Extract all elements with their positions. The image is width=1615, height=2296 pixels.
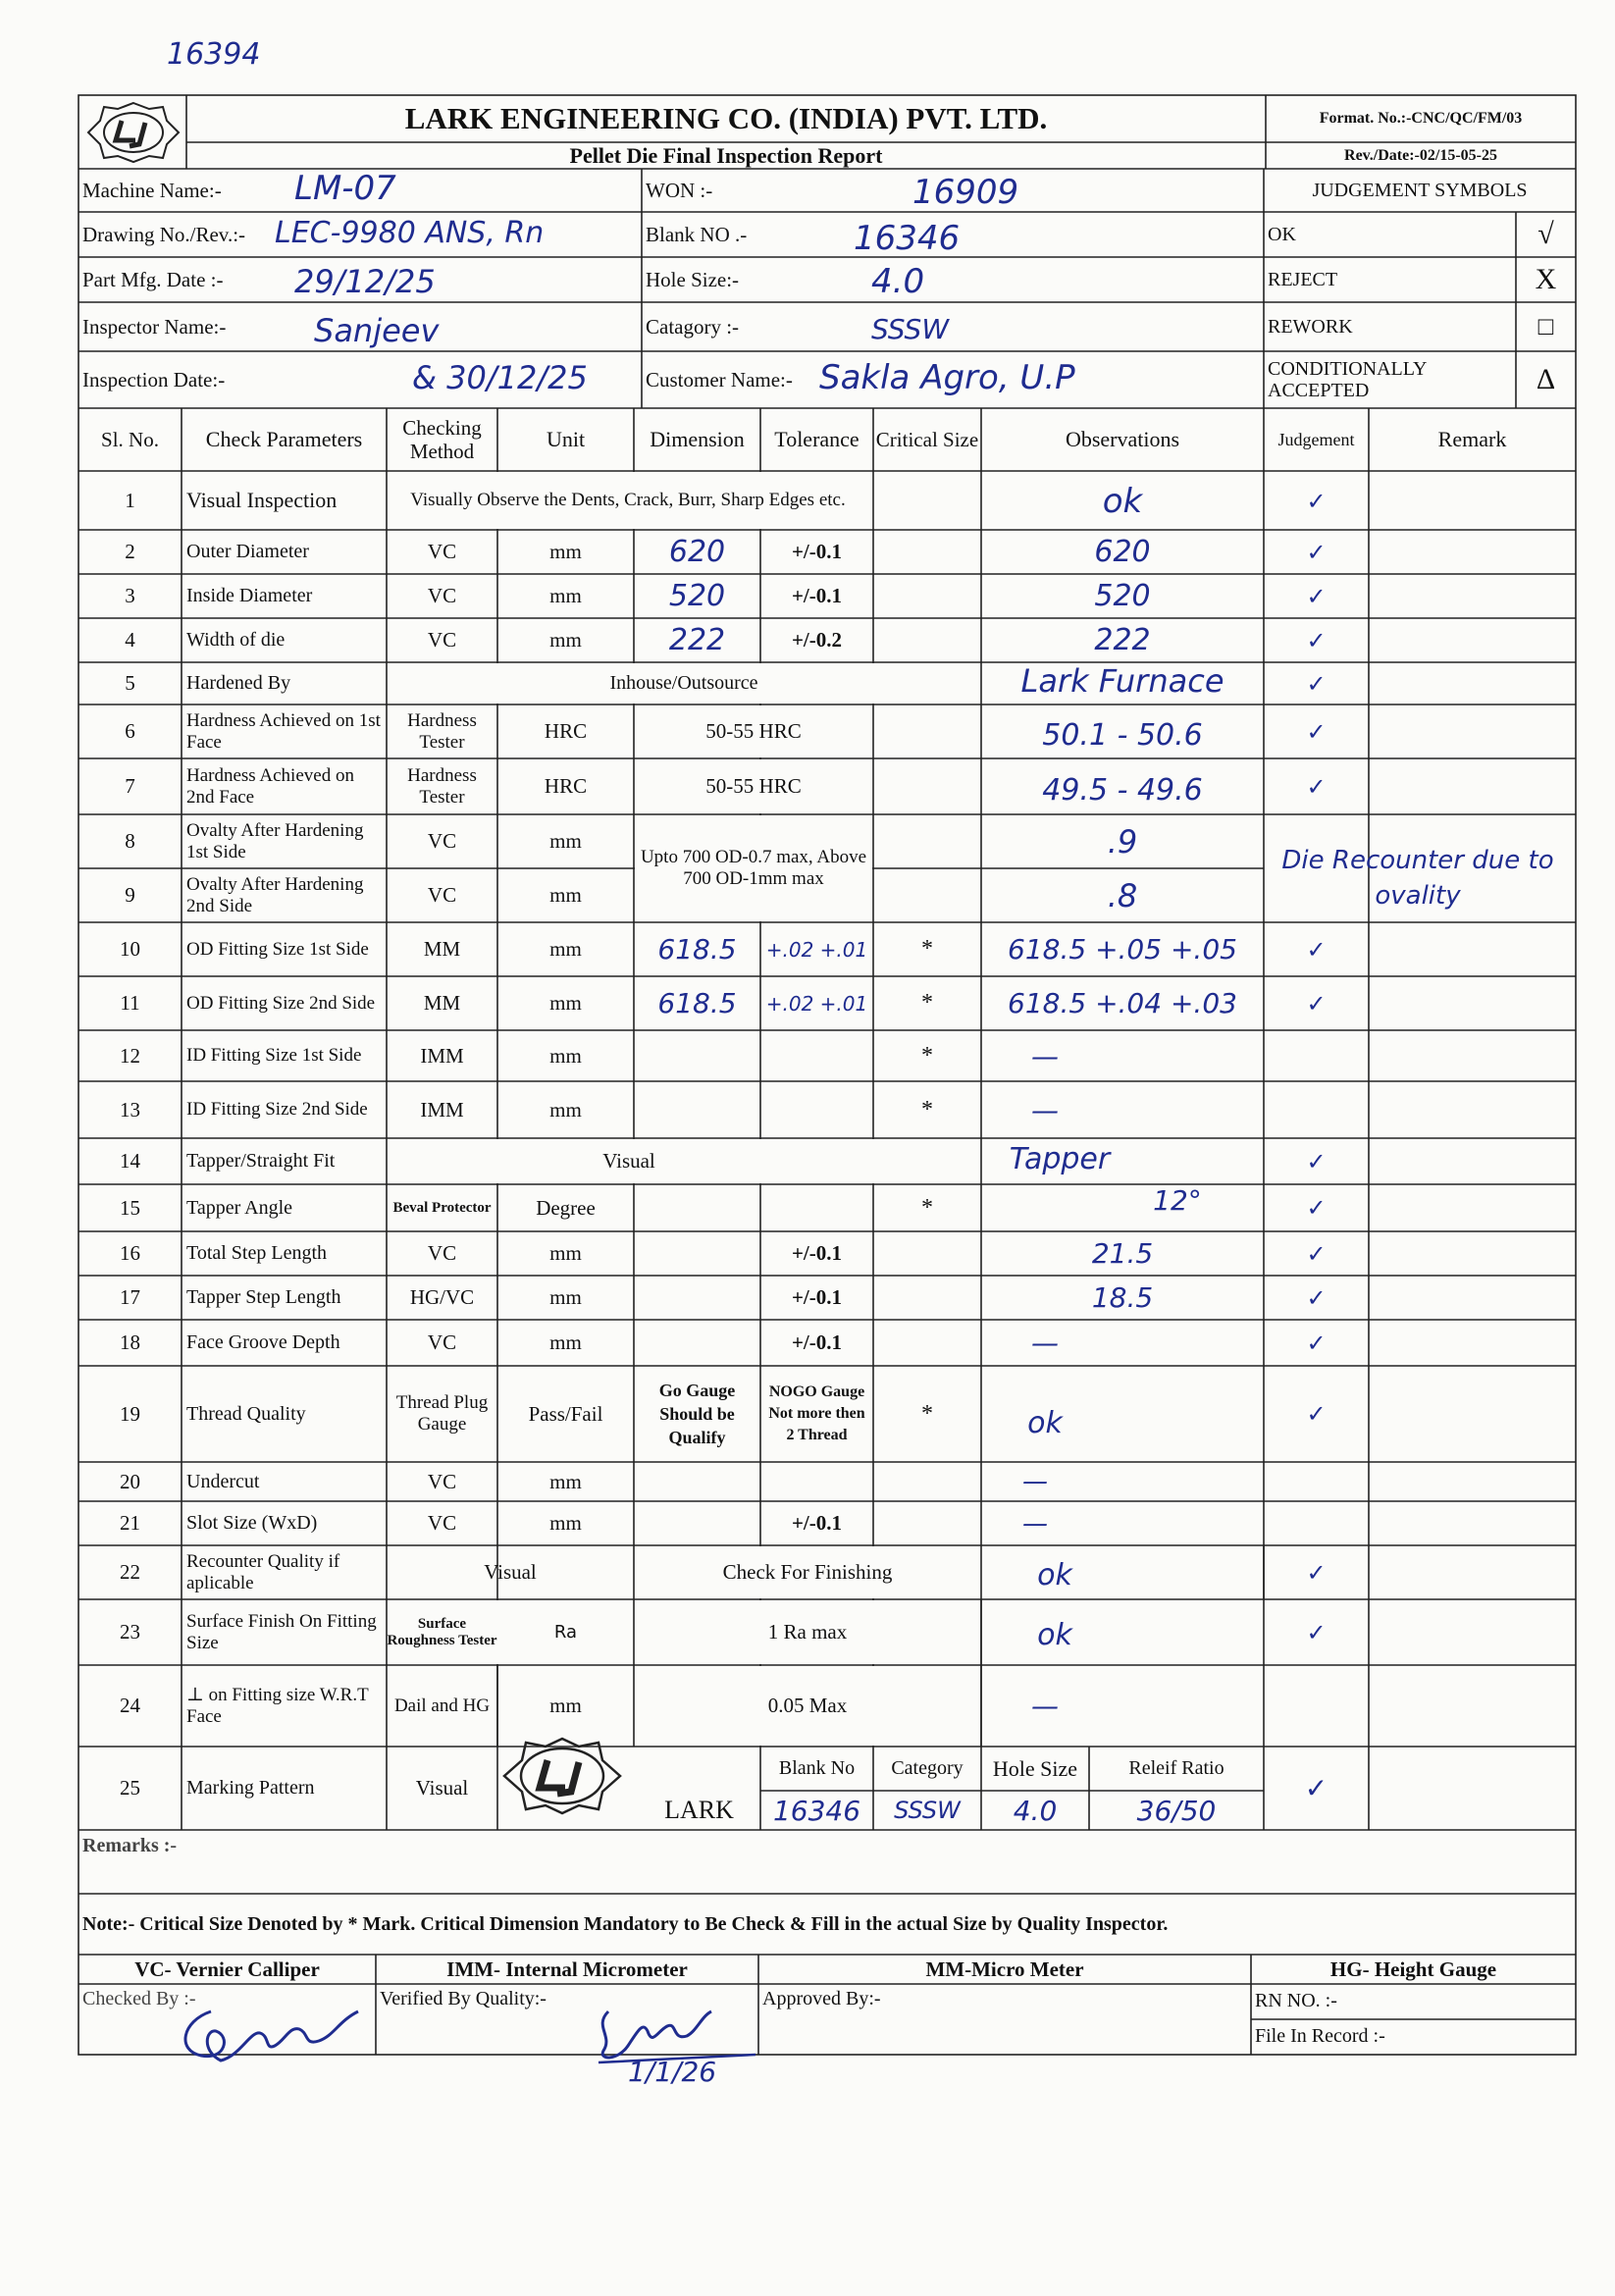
report-title: Pellet Die Final Inspection Report	[569, 142, 883, 168]
won-value[interactable]: 16909	[912, 173, 1019, 212]
col-checking-method: Checking Method	[402, 416, 482, 463]
row-11-param: OD Fitting Size 2nd Side	[186, 992, 376, 1014]
marking-category-value[interactable]: SSSW	[894, 1797, 961, 1824]
legend-rework-label: REWORK	[1268, 315, 1353, 338]
row-10-no: 10	[120, 937, 140, 961]
row-24-dimension: 0.05 Max	[767, 1694, 848, 1717]
row-3-method: VC	[427, 584, 457, 607]
row-24-method: Dail and HG	[393, 1695, 491, 1716]
row-10-unit: mm	[549, 937, 582, 961]
row-11-dimension[interactable]: 618.5	[657, 987, 737, 1019]
row-17-unit: mm	[549, 1285, 582, 1309]
row-8-method: VC	[427, 829, 457, 853]
row-20-param: Undercut	[186, 1470, 260, 1492]
marking-hole-value[interactable]: 4.0	[1013, 1794, 1058, 1827]
col-sl-no: Sl. No.	[101, 427, 159, 451]
row-20-unit: mm	[549, 1469, 582, 1493]
row-18-unit: mm	[549, 1331, 582, 1354]
row-18-obs[interactable]: —	[1031, 1327, 1059, 1359]
legend-reject-label: REJECT	[1268, 268, 1338, 290]
row-19-method: Thread Plug Gauge	[395, 1392, 489, 1435]
legend-reject-symbol: X	[1535, 263, 1557, 295]
row-8-obs[interactable]: .9	[1107, 822, 1138, 861]
row-4-param: Width of die	[186, 629, 286, 651]
row-2-obs[interactable]: 620	[1094, 535, 1151, 569]
row-2-tolerance: +/-0.1	[791, 540, 843, 563]
row-4-dimension[interactable]: 222	[668, 623, 726, 657]
marking-relief-value[interactable]: 36/50	[1136, 1794, 1217, 1827]
row-16-method: VC	[427, 1241, 457, 1265]
row-3-obs[interactable]: 520	[1094, 579, 1151, 613]
row-5-param: Hardened By	[186, 672, 291, 694]
rev-date: Rev./Date:-02/15-05-25	[1344, 146, 1497, 164]
row-15-obs[interactable]: 12°	[1153, 1183, 1202, 1217]
marking-category-header: Category	[891, 1757, 964, 1779]
row-19-critical: *	[921, 1400, 933, 1427]
row-19-obs[interactable]: ok	[1027, 1405, 1063, 1440]
row-9-unit: mm	[549, 883, 582, 907]
row-8-9-dimension: Upto 700 OD-0.7 max, Above 700 OD-1mm max	[640, 847, 867, 889]
row-21-tolerance: +/-0.1	[791, 1511, 843, 1535]
file-in-record-label: File In Record :-	[1255, 2024, 1385, 2047]
row-24-unit: mm	[549, 1694, 582, 1717]
row-11-tolerance[interactable]: +.02 +.01	[765, 991, 868, 1016]
legend-ok-label: OK	[1268, 223, 1296, 245]
customer-value[interactable]: Sakla Agro, U.P	[819, 358, 1075, 397]
row-12-obs[interactable]: —	[1031, 1039, 1059, 1072]
row-8-unit: mm	[549, 829, 582, 853]
row-10-critical: *	[921, 936, 933, 962]
row-12-critical: *	[921, 1042, 933, 1069]
row-9-no: 9	[125, 883, 135, 907]
marking-hole-header: Hole Size	[992, 1755, 1078, 1781]
col-check-parameters: Check Parameters	[205, 427, 363, 451]
row-3-tolerance: +/-0.1	[791, 584, 843, 607]
row-10-obs[interactable]: 618.5 +.05 +.05	[1008, 933, 1237, 965]
row-1-param: Visual Inspection	[186, 488, 338, 512]
row-10-tolerance[interactable]: +.02 +.01	[765, 937, 868, 962]
row-4-judgement[interactable]: ✓	[1306, 626, 1327, 654]
row-17-obs[interactable]: 18.5	[1091, 1281, 1154, 1314]
side-remark[interactable]: Die Recounter due to ovality	[1281, 846, 1554, 911]
row-4-unit: mm	[549, 628, 582, 652]
legend-vc: VC- Vernier Calliper	[134, 1957, 320, 1981]
row-19-dimension: Go Gauge Should be Qualify	[658, 1381, 736, 1447]
row-9-obs[interactable]: .8	[1107, 876, 1138, 914]
row-19-param: Thread Quality	[186, 1402, 306, 1425]
drawing-label: Drawing No./Rev.:-	[82, 222, 246, 246]
row-14-method: Visual	[602, 1149, 655, 1173]
row-2-judgement[interactable]: ✓	[1306, 538, 1327, 566]
marking-lark-text: LARK	[664, 1796, 734, 1824]
row-1-method: Visually Observe the Dents, Crack, Burr, Sharp Edges etc.	[410, 490, 846, 510]
mfg-date-label: Part Mfg. Date :-	[82, 267, 224, 291]
row-15-method: Beval Protector	[392, 1199, 492, 1216]
top-note: 16394	[167, 37, 261, 72]
company-name: LARK ENGINEERING CO. (INDIA) PVT. LTD.	[404, 101, 1048, 135]
checked-by-label: Checked By :-	[82, 1987, 196, 2009]
row-12-method: IMM	[420, 1043, 464, 1068]
drawing-value[interactable]: LEC-9980 ANS, Rn	[275, 215, 545, 250]
row-25-param: Marking Pattern	[186, 1777, 315, 1799]
row-4-no: 4	[125, 628, 135, 652]
row-19-judgement[interactable]: ✓	[1306, 1400, 1327, 1428]
verified-by-label: Verified By Quality:-	[380, 1987, 547, 2009]
row-24-no: 24	[120, 1694, 140, 1717]
row-12-unit: mm	[549, 1043, 582, 1068]
col-critical-size: Critical Size	[875, 428, 979, 451]
row-6-no: 6	[125, 719, 135, 743]
row-7-param: Hardness Achieved on 2nd Face	[186, 764, 354, 808]
row-16-unit: mm	[549, 1241, 582, 1265]
row-7-no: 7	[125, 774, 135, 798]
row-7-method: Hardness Tester	[407, 764, 477, 808]
row-19-no: 19	[120, 1401, 140, 1426]
row-2-param: Outer Diameter	[186, 541, 309, 562]
row-3-judgement[interactable]: ✓	[1306, 582, 1327, 610]
marking-blank-value[interactable]: 16346	[772, 1794, 861, 1827]
won-label: WON :-	[646, 178, 713, 202]
row-2-unit: mm	[549, 540, 582, 563]
row-11-method: MM	[423, 991, 461, 1015]
row-23-no: 23	[120, 1620, 140, 1644]
row-22-obs[interactable]: ok	[1037, 1557, 1072, 1592]
col-dimension: Dimension	[650, 427, 745, 451]
row-25-judgement[interactable]: ✓	[1304, 1772, 1328, 1804]
row-5-method: Inhouse/Outsource	[609, 672, 758, 694]
row-1-obs[interactable]: ok	[1102, 482, 1143, 521]
row-18-tolerance: +/-0.1	[791, 1331, 843, 1354]
remarks-label: Remarks :-	[82, 1834, 178, 1856]
row-9-method: VC	[427, 883, 457, 907]
row-11-judgement[interactable]: ✓	[1306, 989, 1327, 1018]
row-24-obs[interactable]: —	[1031, 1690, 1059, 1722]
row-7-unit: HRC	[544, 774, 588, 798]
verified-by-signature	[589, 1992, 785, 2110]
col-unit: Unit	[546, 427, 586, 451]
row-16-obs[interactable]: 21.5	[1091, 1237, 1154, 1270]
row-17-method: HG/VC	[409, 1285, 475, 1309]
row-7-dimension: 50-55 HRC	[705, 774, 802, 798]
row-5-judgement[interactable]: ✓	[1306, 669, 1327, 698]
row-6-obs[interactable]: 50.1 - 50.6	[1042, 718, 1203, 753]
marking-relief-header: Releif Ratio	[1128, 1757, 1224, 1779]
row-19-unit: Pass/Fail	[528, 1401, 603, 1426]
critical-size-note: Note:- Critical Size Denoted by * Mark. Critical Dimension Mandatory to Be Check & Fill in the actual Size by Quality Inspector.	[82, 1912, 1169, 1935]
row-1-judgement[interactable]: ✓	[1306, 488, 1327, 515]
verify-date[interactable]: 1/1/26	[628, 2056, 717, 2088]
col-observations: Observations	[1065, 427, 1180, 451]
row-13-no: 13	[120, 1097, 140, 1122]
row-7-obs[interactable]: 49.5 - 49.6	[1042, 773, 1203, 808]
format-no: Format. No.:-CNC/QC/FM/03	[1319, 110, 1523, 127]
col-tolerance: Tolerance	[774, 427, 860, 451]
row-22-dimension: Check For Finishing	[722, 1560, 893, 1584]
row-6-param: Hardness Achieved on 1st Face	[186, 709, 381, 753]
legend-ok-symbol: √	[1537, 218, 1554, 250]
row-15-unit: Degree	[536, 1195, 596, 1220]
row-6-judgement[interactable]: ✓	[1306, 717, 1327, 746]
row-16-param: Total Step Length	[186, 1242, 328, 1264]
row-16-tolerance: +/-0.1	[791, 1241, 843, 1265]
row-20-no: 20	[120, 1469, 140, 1493]
row-13-obs[interactable]: —	[1031, 1093, 1059, 1126]
category-label: Catagory :-	[646, 314, 740, 339]
row-2-dimension[interactable]: 620	[668, 535, 726, 569]
row-23-method: Surface Roughness Tester	[387, 1615, 497, 1648]
row-21-param: Slot Size (WxD)	[186, 1512, 318, 1534]
row-15-judgement[interactable]: ✓	[1306, 1194, 1327, 1222]
row-6-dimension: 50-55 HRC	[705, 719, 802, 743]
row-11-critical: *	[921, 990, 933, 1016]
row-6-method: Hardness Tester	[407, 709, 477, 753]
row-24-param: ⊥ on Fitting size W.R.T Face	[186, 1684, 369, 1727]
row-21-no: 21	[120, 1511, 140, 1535]
legend-hg: HG- Height Gauge	[1329, 1957, 1497, 1981]
approved-by-label: Approved By:-	[762, 1987, 881, 2009]
row-15-param: Tapper Angle	[186, 1196, 293, 1219]
row-17-param: Tapper Step Length	[186, 1286, 341, 1308]
row-9-param: Ovalty After Hardening 2nd Side	[186, 873, 364, 916]
row-14-param: Tapper/Straight Fit	[186, 1150, 336, 1172]
row-3-dimension[interactable]: 520	[668, 579, 726, 613]
row-13-param: ID Fitting Size 2nd Side	[186, 1099, 368, 1120]
row-10-judgement[interactable]: ✓	[1306, 935, 1327, 964]
row-13-unit: mm	[549, 1097, 582, 1122]
legend-mm: MM-Micro Meter	[925, 1957, 1084, 1981]
col-judgement: Judgement	[1277, 429, 1355, 449]
row-11-unit: mm	[549, 991, 582, 1015]
row-2-method: VC	[427, 540, 457, 563]
row-25-no: 25	[120, 1776, 140, 1800]
row-18-param: Face Groove Depth	[186, 1331, 340, 1353]
row-19-tolerance: NOGO Gauge Not more then 2 Thread	[768, 1383, 865, 1443]
legend-imm: IMM- Internal Micrometer	[446, 1957, 688, 1981]
row-11-obs[interactable]: 618.5 +.04 +.03	[1008, 987, 1237, 1019]
row-17-tolerance: +/-0.1	[791, 1285, 843, 1309]
row-23-judgement[interactable]: ✓	[1306, 1618, 1327, 1646]
legend-rework-symbol: □	[1537, 312, 1554, 340]
row-16-no: 16	[120, 1241, 140, 1265]
row-8-param: Ovalty After Hardening 1st Side	[186, 819, 364, 862]
checked-by-signature	[172, 1982, 368, 2080]
row-14-judgement[interactable]: ✓	[1306, 1147, 1327, 1175]
legend-conditional-label: CONDITIONALLY ACCEPTED	[1268, 358, 1427, 401]
row-23-unit: Ra	[553, 1622, 578, 1643]
row-4-obs[interactable]: 222	[1094, 623, 1151, 657]
row-23-obs[interactable]: ok	[1037, 1617, 1072, 1652]
hole-size-label: Hole Size:-	[646, 267, 740, 291]
row-21-obs[interactable]: —	[1022, 1508, 1048, 1539]
row-14-no: 14	[120, 1149, 140, 1173]
customer-label: Customer Name:-	[646, 367, 793, 391]
row-22-method: Visual	[484, 1560, 537, 1584]
row-22-judgement[interactable]: ✓	[1306, 1558, 1327, 1587]
mfg-date-value[interactable]: 29/12/25	[294, 263, 436, 300]
row-17-judgement[interactable]: ✓	[1306, 1283, 1327, 1312]
row-5-no: 5	[125, 671, 135, 695]
row-18-judgement[interactable]: ✓	[1306, 1329, 1327, 1357]
inspector-label: Inspector Name:-	[82, 314, 227, 339]
row-25-method: Visual	[415, 1776, 469, 1800]
row-1-no: 1	[125, 488, 135, 512]
machine-value[interactable]: LM-07	[294, 169, 396, 208]
inspection-date-label: Inspection Date:-	[82, 367, 226, 391]
machine-label: Machine Name:-	[82, 178, 222, 202]
row-3-no: 3	[125, 584, 135, 607]
row-17-no: 17	[120, 1285, 140, 1309]
judgement-symbols-title: JUDGEMENT SYMBOLS	[1312, 179, 1528, 201]
row-3-unit: mm	[549, 584, 582, 607]
row-23-param: Surface Finish On Fitting Size	[186, 1610, 377, 1653]
row-18-method: VC	[427, 1331, 457, 1354]
row-11-no: 11	[120, 991, 140, 1015]
row-13-method: IMM	[420, 1097, 464, 1122]
row-18-no: 18	[120, 1331, 140, 1354]
row-14-obs[interactable]: Tapper	[1009, 1141, 1111, 1176]
row-21-method: VC	[427, 1511, 457, 1535]
row-4-tolerance: +/-0.2	[791, 628, 843, 652]
row-10-method: MM	[423, 937, 461, 961]
row-10-param: OD Fitting Size 1st Side	[186, 938, 369, 960]
row-8-no: 8	[125, 829, 135, 853]
row-6-unit: HRC	[544, 719, 588, 743]
category-value[interactable]: SSSW	[871, 312, 950, 345]
row-5-obs[interactable]: Lark Furnace	[1020, 662, 1224, 700]
row-4-method: VC	[427, 628, 457, 652]
legend-conditional-symbol: Δ	[1536, 363, 1556, 395]
inspection-date-value[interactable]: & 30/12/25	[412, 359, 588, 396]
row-22-param: Recounter Quality if aplicable	[186, 1550, 340, 1593]
row-20-obs[interactable]: —	[1022, 1467, 1048, 1496]
hole-size-value[interactable]: 4.0	[871, 262, 925, 301]
rn-no-label: RN NO. :-	[1255, 1989, 1337, 2011]
row-21-unit: mm	[549, 1511, 582, 1535]
blank-no-value[interactable]: 16346	[854, 219, 961, 258]
row-20-method: VC	[427, 1469, 457, 1493]
inspector-value[interactable]: Sanjeev	[314, 312, 440, 349]
row-15-no: 15	[120, 1195, 140, 1220]
row-12-param: ID Fitting Size 1st Side	[186, 1045, 362, 1066]
col-remark: Remark	[1437, 427, 1507, 451]
blank-no-label: Blank NO .-	[646, 222, 748, 246]
row-22-no: 22	[120, 1560, 140, 1584]
row-13-critical: *	[921, 1096, 933, 1122]
row-23-dimension: 1 Ra max	[767, 1620, 848, 1644]
row-15-critical: *	[921, 1194, 933, 1221]
row-10-dimension[interactable]: 618.5	[657, 933, 737, 965]
row-2-no: 2	[125, 540, 135, 563]
row-16-judgement[interactable]: ✓	[1306, 1239, 1327, 1268]
row-12-no: 12	[120, 1043, 140, 1068]
marking-blank-header: Blank No	[778, 1757, 856, 1779]
row-3-param: Inside Diameter	[186, 585, 313, 606]
row-7-judgement[interactable]: ✓	[1306, 772, 1327, 801]
